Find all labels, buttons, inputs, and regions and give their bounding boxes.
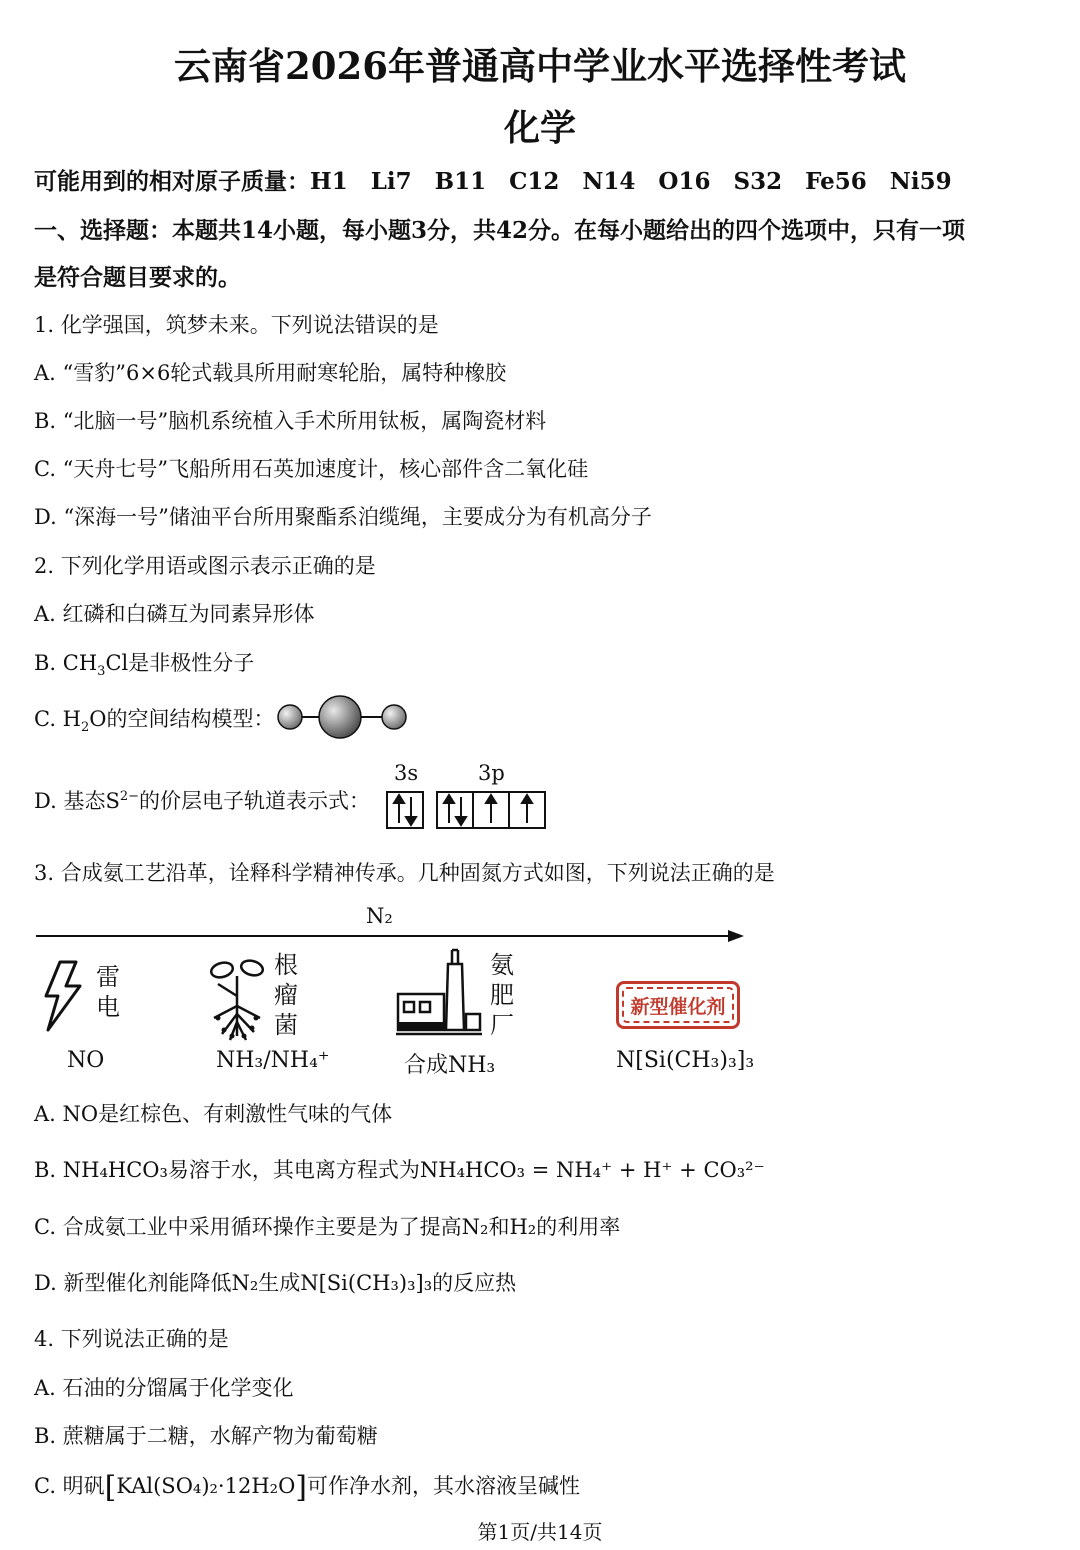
catalyst-stamp-frame — [616, 981, 740, 1029]
water-ball-model — [272, 694, 412, 740]
bacteria-label: 根 瘤 菌 — [274, 951, 298, 1039]
product-silyl-amine: N[Si(CH₃)₃]₃ — [616, 1048, 755, 1073]
q4-option-a: A. 石油的分馏属于化学变化 — [34, 1376, 294, 1400]
q1-option-c: C. “天舟七号”飞船所用石英加速度计，核心部件含二氧化硅 — [34, 457, 589, 481]
q1-option-a: A. “雪豹”6×6轮式载具所用耐寒轮胎，属特种橡胶 — [34, 361, 507, 385]
product-nh3-nh4: NH₃/NH₄⁺ — [216, 1048, 330, 1073]
oxygen-atom — [319, 696, 361, 738]
q2-stem: 2. 下列化学用语或图示表示正确的是 — [34, 554, 376, 578]
q4-option-b: B. 蔗糖属于二糖，水解产物为葡萄糖 — [34, 1424, 378, 1448]
subject-title: 化学 — [503, 107, 576, 149]
alum-formula: KAl(SO₄)₂·12H₂O — [116, 1474, 296, 1498]
label-3p: 3p — [478, 761, 505, 785]
n2-arrow — [36, 926, 748, 946]
q1-option-b: B. “北脑一号”脑机系统植入手术所用钛板，属陶瓷材料 — [34, 409, 547, 433]
root-nodule-plant-icon — [204, 956, 270, 1042]
exam-title: 云南省2026年普通高中学业水平选择性考试 — [174, 44, 906, 88]
catalyst-stamp-text: 新型催化剂 — [630, 996, 726, 1018]
product-no: NO — [67, 1048, 105, 1073]
hydrogen-atom — [278, 705, 302, 729]
q2-option-a: A. 红磷和白磷互为同素异形体 — [34, 602, 315, 626]
hydrogen-atom — [382, 705, 406, 729]
q3-option-a: A. NO是红棕色、有刺激性气味的气体 — [34, 1102, 393, 1126]
q3-option-c: C. 合成氨工业中采用循环操作主要是为了提高N₂和H₂的利用率 — [34, 1215, 621, 1239]
n2-label: N₂ — [366, 904, 393, 928]
section-heading-line1: 一、选择题：本题共14小题，每小题3分，共42分。在每小题给出的四个选项中，只有一项 — [34, 217, 966, 244]
q1-option-d: D. “深海一号”储油平台所用聚酯系泊缆绳，主要成分为有机高分子 — [34, 505, 652, 529]
q3-option-b: B. NH₄HCO₃易溶于水，其电离方程式为NH₄HCO₃ = NH₄⁺ + H⁺ + CO₃²⁻ — [34, 1158, 765, 1182]
lightning-icon — [42, 960, 88, 1032]
q2-option-c: C. $H_2O$的空间结构模型： — [34, 707, 275, 736]
product-synthetic-nh3: 合成NH₃ — [404, 1053, 496, 1078]
page-footer: 第1页/共14页 — [477, 1520, 603, 1544]
q3-stem: 3. 合成氨工艺沿革，诠释科学精神传承。几种固氮方式如图，下列说法正确的是 — [34, 861, 775, 885]
label-3s: 3s — [394, 761, 419, 785]
q3-option-d: D. 新型催化剂能降低N₂生成N[Si(CH₃)₃]₃的反应热 — [34, 1271, 517, 1295]
q4-stem: 4. 下列说法正确的是 — [34, 1327, 229, 1351]
q1-stem: 1. 化学强国，筑梦未来。下列说法错误的是 — [34, 313, 439, 337]
section-heading-line2: 是符合题目要求的。 — [34, 264, 241, 291]
atomic-masses: 可能用到的相对原子质量：H1 Li7 B11 C12 N14 O16 S32 Fe56 Ni59 — [34, 168, 952, 195]
q2-option-d: D. 基态$S^{2-}$的价层电子轨道表示式： — [34, 789, 371, 813]
q4-option-c: C. 明矾[KAl(SO₄)₂·12H₂O]可作净水剂，其水溶液呈碱性 — [34, 1470, 580, 1505]
lightning-label: 雷 电 — [96, 963, 120, 1021]
ammonia-factory-icon — [394, 942, 488, 1040]
orbital-diagram — [385, 790, 551, 832]
q2-option-b: B. $CH_3Cl$是非极性分子 — [34, 651, 255, 680]
factory-label: 氨 肥 厂 — [490, 951, 514, 1039]
